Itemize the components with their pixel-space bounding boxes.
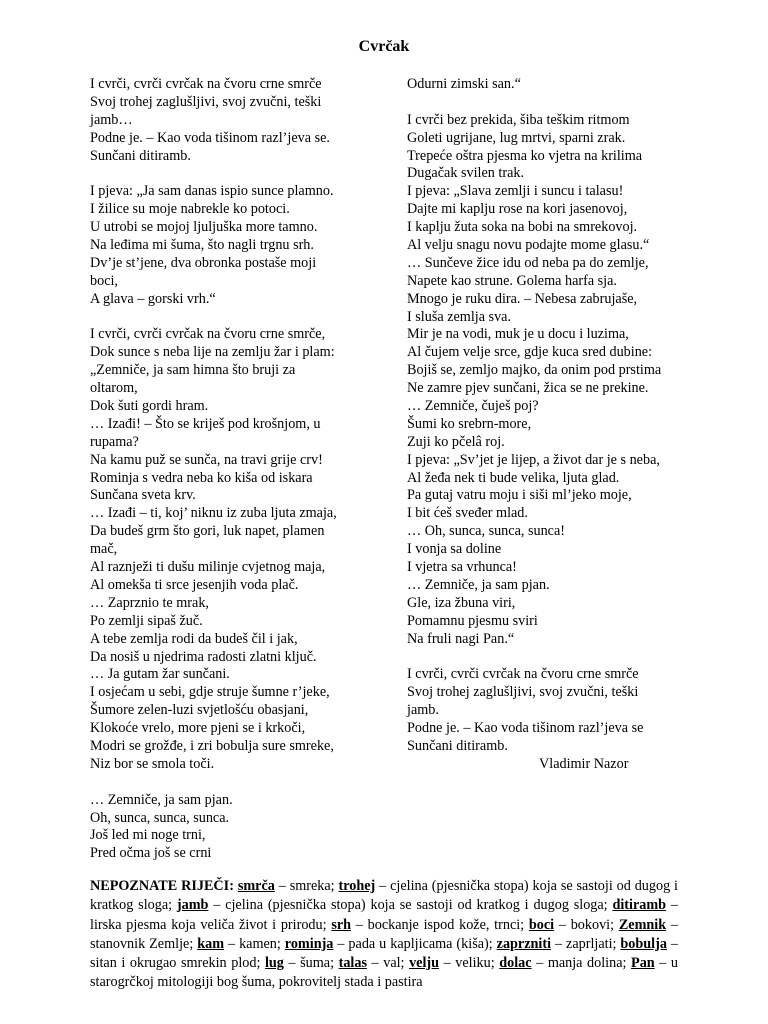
poem-line: I cvrči, cvrči cvrčak na čvoru crne smrče bbox=[90, 76, 322, 92]
poem-line: oltarom, bbox=[90, 380, 138, 397]
poem-line: I bit ćeš sveđer mlad. bbox=[407, 505, 528, 522]
glossary-term: Zemnik bbox=[618, 916, 667, 933]
poem-line bbox=[407, 649, 695, 667]
poem-line: Bojiš se, zemljo majko, da onim pod prstima bbox=[407, 362, 662, 379]
poem-line: Klokoće vrelo, more pjeni se i krkoči, bbox=[90, 720, 306, 737]
poem-line: … Sunčeve žice idu od neba pa do zemlje, bbox=[407, 254, 649, 271]
poem-line: I osjećam u sebi, gdje struje šumne r’jeke, bbox=[90, 684, 330, 701]
glossary-term: talas bbox=[338, 955, 367, 972]
poem-line: Pomamnu pjesmu sviri bbox=[407, 612, 538, 629]
poem-line: mač, bbox=[90, 541, 118, 558]
poem-line: Podne je. – Kao voda tišinom razl’jeva se. bbox=[90, 129, 330, 146]
glossary-definition: – stanovnik Zemlje; bbox=[90, 916, 678, 952]
glossary-definition: – veliku; bbox=[439, 955, 500, 972]
glossary-definition: – cjelina (pjesnička stopa) koja se sastoji od kratkog i dugog sloga; bbox=[208, 897, 613, 914]
poem-line: Al žeđa nek ti bude velika, ljuta glad. bbox=[407, 469, 620, 486]
glossary-definition: – kamen; bbox=[224, 935, 285, 952]
poem-line: … Ja gutam žar sunčani. bbox=[90, 666, 230, 683]
poem-line: Još led mi noge trni, bbox=[90, 827, 206, 844]
poem-line: … Oh, sunca, sunca, sunca! bbox=[407, 523, 565, 540]
glossary-term: zaprzniti bbox=[496, 935, 552, 952]
poem-line: U utrobi se mojoj ljuljuška more tamno. bbox=[90, 219, 318, 236]
poem-line: I sluša zemlja sva. bbox=[407, 308, 512, 325]
poem-line: Šumi ko srebrn-more, bbox=[407, 415, 532, 432]
glossary-term: Pan bbox=[631, 955, 655, 972]
poem-line: Gle, iza žbuna viri, bbox=[407, 594, 516, 611]
poem-line: I pjeva: „Slava zemlji i suncu i talasu! bbox=[407, 183, 624, 200]
glossary-definition: – val; bbox=[366, 955, 410, 972]
glossary-term: bobulja bbox=[620, 935, 667, 952]
glossary-term: rominja bbox=[284, 935, 334, 952]
poem-line: Po zemlji sipaš žuč. bbox=[90, 612, 203, 629]
poem-line: Mir je na vodi, muk je u docu i luzima, bbox=[407, 326, 629, 343]
poem-column-right bbox=[407, 76, 695, 774]
poem-line: Al omekša ti srce jesenjih voda plač. bbox=[90, 576, 299, 593]
glossary-definition: – zaprljati; bbox=[551, 935, 621, 952]
poem-line: I kaplju žuta soka na bobi na smrekovoj. bbox=[407, 219, 638, 236]
glossary-definition: – sitan i okrugao smrekin plod; bbox=[90, 935, 679, 972]
glossary-definition: – bokovi; bbox=[554, 916, 619, 933]
poem-line: Šumore zelen-luzi svjetlošću obasjani, bbox=[90, 702, 309, 719]
glossary-term: dolac bbox=[499, 955, 532, 972]
poem-line: Da nosiš u njedrima radosti zlatni ključ. bbox=[90, 648, 317, 665]
poem-line: Podne je. – Kao voda tišinom razl’jeva se bbox=[407, 720, 644, 737]
poem-line: Napete kao strune. Golema harfa sja. bbox=[407, 272, 617, 289]
glossary-definition: – šuma; bbox=[283, 955, 339, 972]
glossary-definition: – manja dolina; bbox=[531, 955, 632, 972]
poem-line: Trepeće oštra pjesma ko vjetra na krilima bbox=[407, 147, 643, 164]
poem-line: Modri se grožđe, i zri bobulja sure smreke, bbox=[90, 737, 334, 754]
glossary bbox=[90, 877, 678, 993]
poem-line: I cvrči bez prekida, šiba teškim ritmom bbox=[407, 111, 630, 128]
poem-line: … Izađi – ti, koj’ niknu iz zuba ljuta zmaja, bbox=[90, 505, 337, 522]
poem-line: Ne zamre pjev sunčani, žica se ne prekine. bbox=[407, 380, 649, 397]
poem-line: A glava – gorski vrh.“ bbox=[90, 290, 216, 307]
glossary-definition: – smreka; bbox=[274, 878, 339, 894]
glossary-term: lug bbox=[264, 955, 284, 972]
poem-line: … Zaprznio te mrak, bbox=[90, 594, 209, 611]
poem-line: Mnogo je ruku dira. – Nebesa zabrujaše, bbox=[407, 290, 638, 307]
poem-line: I cvrči, cvrči cvrčak na čvoru crne smrče, bbox=[90, 326, 326, 343]
poem-line: Dok sunce s neba lije na zemlju žar i plam: bbox=[90, 344, 335, 361]
poem-line: … Izađi! – Što se kriješ pod krošnjom, u bbox=[90, 415, 321, 432]
glossary-term: smrča bbox=[237, 878, 275, 894]
poem-line: I pjeva: „Sv’jet je lijep, a život dar je s neba, bbox=[407, 451, 660, 468]
poem-line: Odurni zimski san.“ bbox=[407, 76, 521, 92]
poem-line: Da budeš grm što gori, luk napet, plamen bbox=[90, 523, 325, 540]
poem-line: Sunčana sveta krv. bbox=[90, 487, 196, 504]
glossary-term: jamb bbox=[176, 897, 209, 914]
poem-line: A tebe zemlja rodi da budeš čil i jak, bbox=[90, 630, 298, 647]
poem-line: boci, bbox=[90, 272, 118, 289]
poem-line: Dok šuti gordi hram. bbox=[90, 398, 209, 415]
poem-line: I cvrči, cvrči cvrčak na čvoru crne smrče bbox=[407, 666, 639, 683]
poem-line: Al čujem velje srce, gdje kuca sred dubine: bbox=[407, 344, 653, 361]
poem-line: Al raznježi ti dušu milinje cvjetnog maja, bbox=[90, 559, 326, 576]
glossary-heading: NEPOZNATE RIJEČI: bbox=[90, 878, 234, 894]
glossary-definition: – cjelina (pjesnička stopa) koja se sastoji od dugog i kratkog sloga; bbox=[90, 878, 678, 914]
glossary-definition: – u starogrčkoj mitologiji bog šuma, pokrovitelj stada i pastira bbox=[90, 955, 679, 991]
poem-line: Niz bor se smola toči. bbox=[90, 755, 215, 772]
poem-line: I vonja sa doline bbox=[407, 541, 502, 558]
poem-line: Sunčani ditiramb. bbox=[407, 737, 508, 754]
poem-line: Sunčani ditiramb. bbox=[90, 147, 191, 164]
poem-line: Pred očma još se crni bbox=[90, 845, 212, 862]
glossary-term: boci bbox=[528, 916, 555, 933]
glossary-term: kam bbox=[197, 935, 225, 952]
poem-line: Svoj trohej zaglušljivi, svoj zvučni, teški bbox=[90, 93, 322, 110]
poem-line bbox=[90, 165, 372, 183]
poem-title: Cvrčak bbox=[358, 38, 410, 55]
poem-line: Svoj trohej zaglušljivi, svoj zvučni, teški bbox=[407, 684, 639, 701]
glossary-term: srh bbox=[331, 916, 352, 933]
poem-column-right-lines bbox=[407, 76, 695, 756]
poem-line: Dajte mi kaplju rose na kori jasenovoj, bbox=[407, 201, 628, 218]
author-name: Vladimir Nazor bbox=[539, 755, 629, 772]
poem-line bbox=[407, 94, 695, 112]
glossary-definition: – pada u kapljicama (kiša); bbox=[333, 935, 497, 952]
poem-line: Na fruli nagi Pan.“ bbox=[407, 630, 515, 647]
poem-line: Al velju snagu novu podajte mome glasu.“ bbox=[407, 237, 650, 254]
poem-line: … Zemniče, ja sam pjan. bbox=[90, 791, 233, 808]
poem-line: Rominja s vedra neba ko kiša od iskara bbox=[90, 469, 313, 486]
poem-line: „Zemniče, ja sam himna što bruji za bbox=[90, 362, 296, 379]
poem-line: Zuji ko pčelâ roj. bbox=[407, 433, 505, 450]
glossary-definition: – bockanje ispod kože, trnci; bbox=[351, 916, 529, 933]
poem-line: Na kamu puž se sunča, na travi grije crv! bbox=[90, 451, 323, 468]
poem-line bbox=[90, 774, 372, 792]
poem-line: … Zemniče, čuješ poj? bbox=[407, 398, 539, 415]
poem-line: I žilice su moje nabrekle ko potoci. bbox=[90, 201, 290, 218]
poem-line: Oh, sunca, sunca, sunca. bbox=[90, 809, 230, 826]
poem-line: … Zemniče, ja sam pjan. bbox=[407, 576, 550, 593]
poem-line: Dugačak svilen trak. bbox=[407, 165, 525, 182]
glossary-definition: – lirska pjesma koja veliča život i prirodu; bbox=[90, 897, 679, 933]
poem-line: Na leđima mi šuma, što nagli trgnu srh. bbox=[90, 237, 314, 254]
poem-column-left bbox=[90, 76, 372, 863]
poem-line: rupama? bbox=[90, 433, 139, 450]
glossary-term: ditiramb bbox=[612, 897, 667, 914]
glossary-term: trohej bbox=[338, 878, 376, 894]
poem-line bbox=[90, 309, 372, 327]
poem-line: Goleti ugrijane, lug mrtvi, sparni zrak. bbox=[407, 129, 626, 146]
poem-line: I vjetra sa vrhunca! bbox=[407, 559, 517, 576]
poem-line: jamb… bbox=[90, 111, 133, 128]
poem-line: Pa gutaj vatru moju i siši ml’jeko moje, bbox=[407, 487, 632, 504]
poem-line: Dv’je st’jene, dva obronka postaše moji bbox=[90, 254, 317, 271]
poem-line: jamb. bbox=[407, 702, 439, 719]
glossary-term: velju bbox=[409, 955, 440, 972]
poem-line: I pjeva: „Ja sam danas ispio sunce plamno. bbox=[90, 183, 334, 200]
